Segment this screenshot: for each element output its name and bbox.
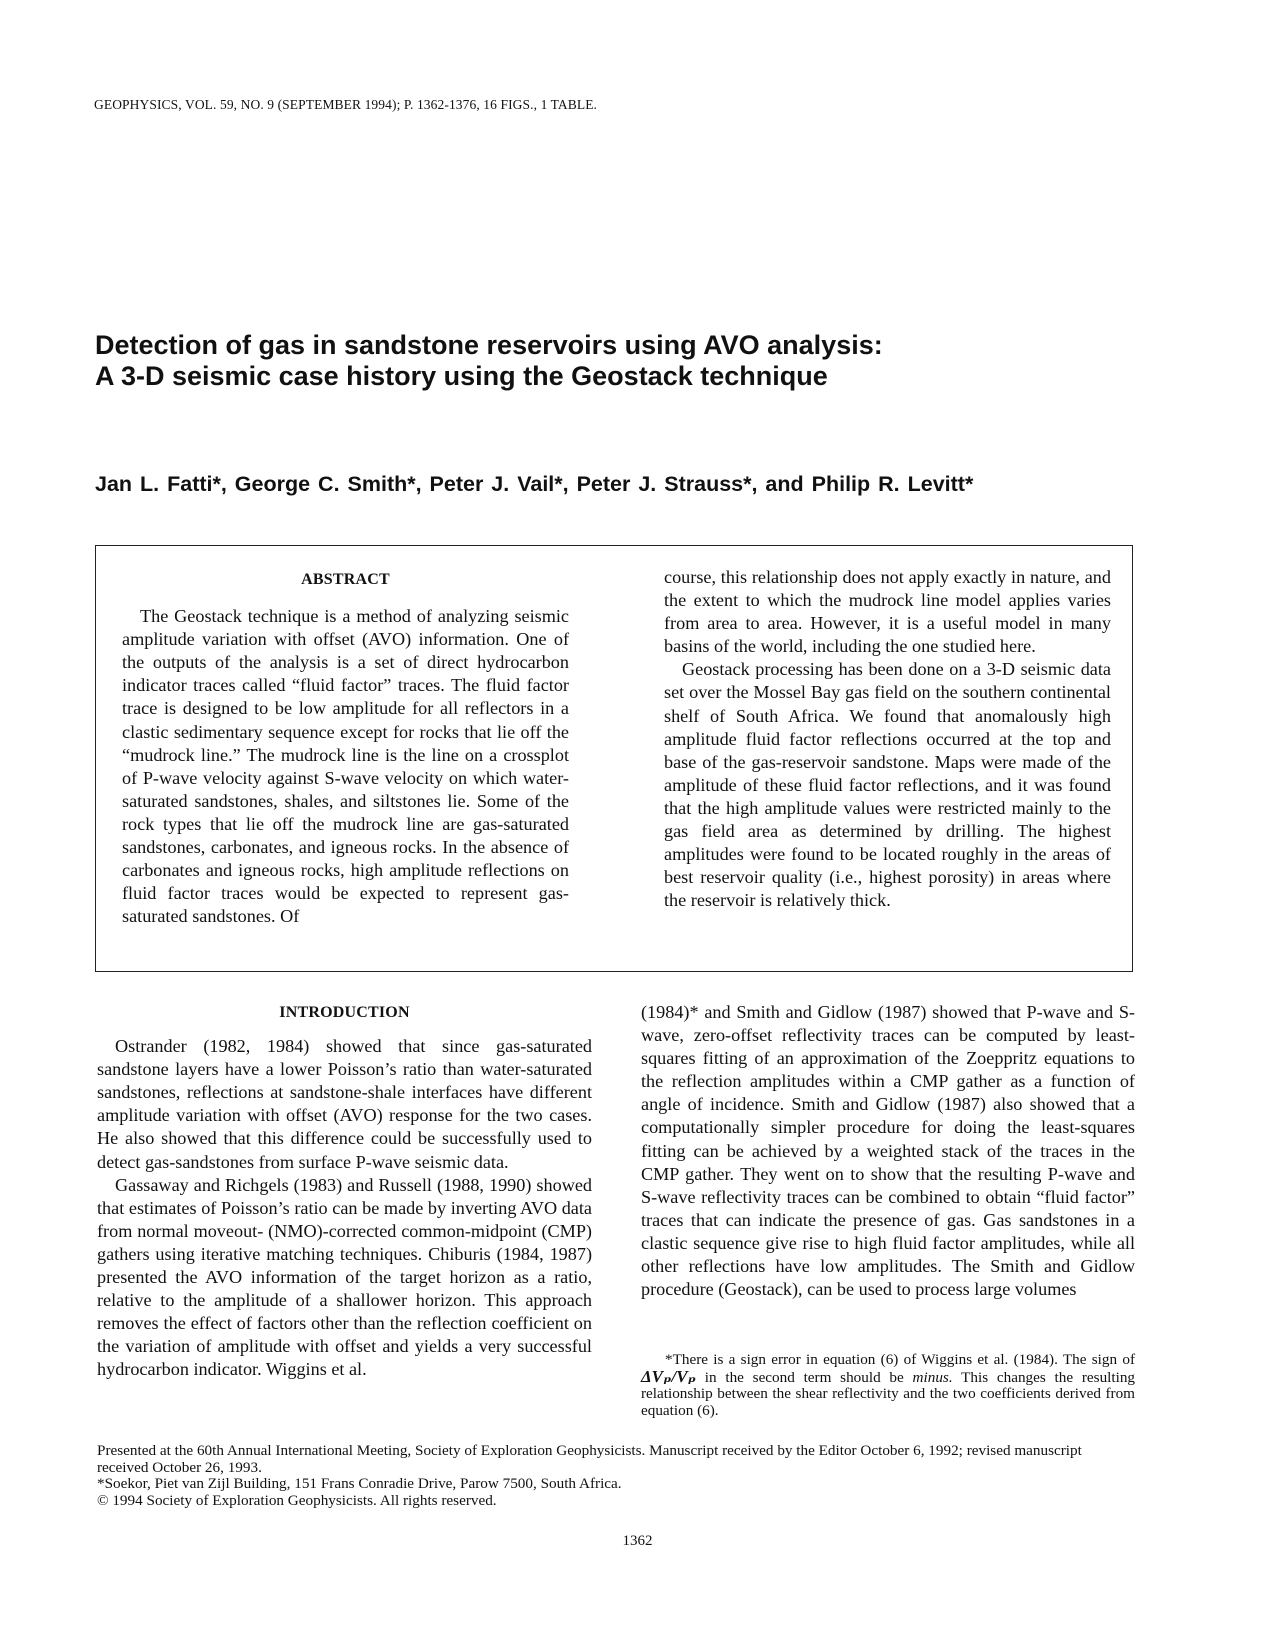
page-number: 1362 xyxy=(622,1533,653,1549)
footnote-text: *There is a sign error in equation (6) of Wiggins et al. (1984). The sign of xyxy=(665,1351,1135,1368)
author-list: Jan L. Fatti*, George C. Smith*, Peter J. Vail*, Peter J. Strauss*, and Philip R. Levitt* xyxy=(95,472,974,496)
footnote-emphasis: minus. xyxy=(912,1368,953,1386)
introduction-paragraph: Gassaway and Richgels (1983) and Russell (1988, 1990) showed that estimates of Poisson’s ratio can be made by inverting AVO data from normal moveout- (NMO)-corrected common-midpoint (CMP) gathers using iterative matching techniques. Chiburis (1984, 1987) presented the AVO information of the target horizon as a ratio, relative to the amplitude of a shallower horizon. This approach removes the effect of factors other than the reflection coefficient on the variation of amplitude with offset and yields a very successful hydrocarbon indicator. Wiggins et al. xyxy=(97,1174,592,1380)
sign-error-footnote xyxy=(641,1352,1135,1419)
abstract-paragraph: course, this relationship does not apply exactly in nature, and the extent to which the mudrock line model applies varies from area to area. However, it is a useful model in many basins of the world, including the one studied here. xyxy=(664,567,1111,657)
title-line-1: Detection of gas in sandstone reservoirs using AVO analysis: xyxy=(95,330,883,360)
running-head: GEOPHYSICS, VOL. 59, NO. 9 (SEPTEMBER 1994); P. 1362-1376, 16 FIGS., 1 TABLE. xyxy=(94,97,598,112)
title-line-2: A 3-D seismic case history using the Geostack technique xyxy=(95,361,828,391)
affiliation-note: *Soekor, Piet van Zijl Building, 151 Frans Conradie Drive, Parow 7500, South Africa. xyxy=(97,1475,622,1492)
footnote-text: This changes the resulting relationship between the shear reflectivity and the two coefficients derived from equation (6). xyxy=(641,1368,1136,1419)
abstract-right-column xyxy=(664,566,1111,912)
introduction-heading: INTRODUCTION xyxy=(279,1004,410,1021)
introduction-paragraph: (1984)* and Smith and Gidlow (1987) showed that P-wave and S-wave, zero-offset reflectivity traces can be computed by least-squares fitting of an approximation of the Zoeppritz equations to the reflection amplitudes within a CMP gather as a function of angle of incidence. Smith and Gidlow (1987) also showed that a computationally simpler procedure for doing the least-squares fitting can be achieved by a weighted stack of the traces in the CMP gather. They went on to show that the resulting P-wave and S-wave reflectivity traces can be combined to obtain “fluid factor” traces that can indicate the presence of gas. Gas sandstones in a clastic sequence give rise to high fluid factor amplitudes, while all other reflections have low amplitudes. The Smith and Gidlow procedure (Geostack), can be used to process large volumes xyxy=(641,1002,1135,1300)
abstract-heading: ABSTRACT xyxy=(301,571,390,588)
article-title xyxy=(95,330,1095,392)
footnote-text: in the second term should be xyxy=(704,1368,904,1386)
abstract-paragraph: Geostack processing has been done on a 3-D seismic data set over the Mossel Bay gas field on the southern continental shelf of South Africa. We found that anomalously high amplitude fluid factor reflections occurred at the top and base of the gas-reservoir sandstone. Maps were made of the amplitude of these fluid factor reflections, and it was found that the high amplitude values were restricted mainly to the gas field area as determined by drilling. The highest amplitudes were found to be located roughly in the areas of best reservoir quality (i.e., highest porosity) in areas where the reservoir is relatively thick. xyxy=(664,659,1111,911)
introduction-left-column xyxy=(97,1001,592,1382)
footer-notes xyxy=(97,1443,1137,1509)
copyright-note: © 1994 Society of Exploration Geophysicists. All rights reserved. xyxy=(97,1491,497,1509)
footnote-math: ΔVₚ/Vₚ xyxy=(641,1366,697,1386)
presentation-note: Presented at the 60th Annual International Meeting, Society of Exploration Geophysicists. Manuscript received by the Editor October 6, 1992; revised manuscript received October 26, 1993. xyxy=(97,1442,1082,1476)
abstract-box xyxy=(95,545,1133,972)
abstract-left-column xyxy=(122,568,569,928)
abstract-paragraph: The Geostack technique is a method of analyzing seismic amplitude variation with offset (AVO) information. One of the outputs of the analysis is a set of direct hydrocarbon indicator traces called “fluid factor” traces. The fluid factor trace is designed to be low amplitude for all reflectors in a clastic sedimentary sequence except for rocks that lie off the “mudrock line.” The mudrock line is the line on a crossplot of P-wave velocity against S-wave velocity on which water-saturated sandstones, shales, and siltstones lie. Some of the rock types that lie off the mudrock line are gas-saturated sandstones, carbonates, and igneous rocks. In the absence of carbonates and igneous rocks, high amplitude reflections on fluid factor traces would be expected to represent gas-saturated sandstones. Of xyxy=(122,606,569,927)
introduction-paragraph: Ostrander (1982, 1984) showed that since gas-saturated sandstone layers have a lower Poisson’s ratio than water-saturated sandstones, reflections at sandstone-shale interfaces have different amplitude variation with offset (AVO) response for the two cases. He also showed that this difference could be successfully used to detect gas-sandstones from surface P-wave seismic data. xyxy=(97,1036,592,1172)
introduction-right-column xyxy=(641,1001,1135,1301)
